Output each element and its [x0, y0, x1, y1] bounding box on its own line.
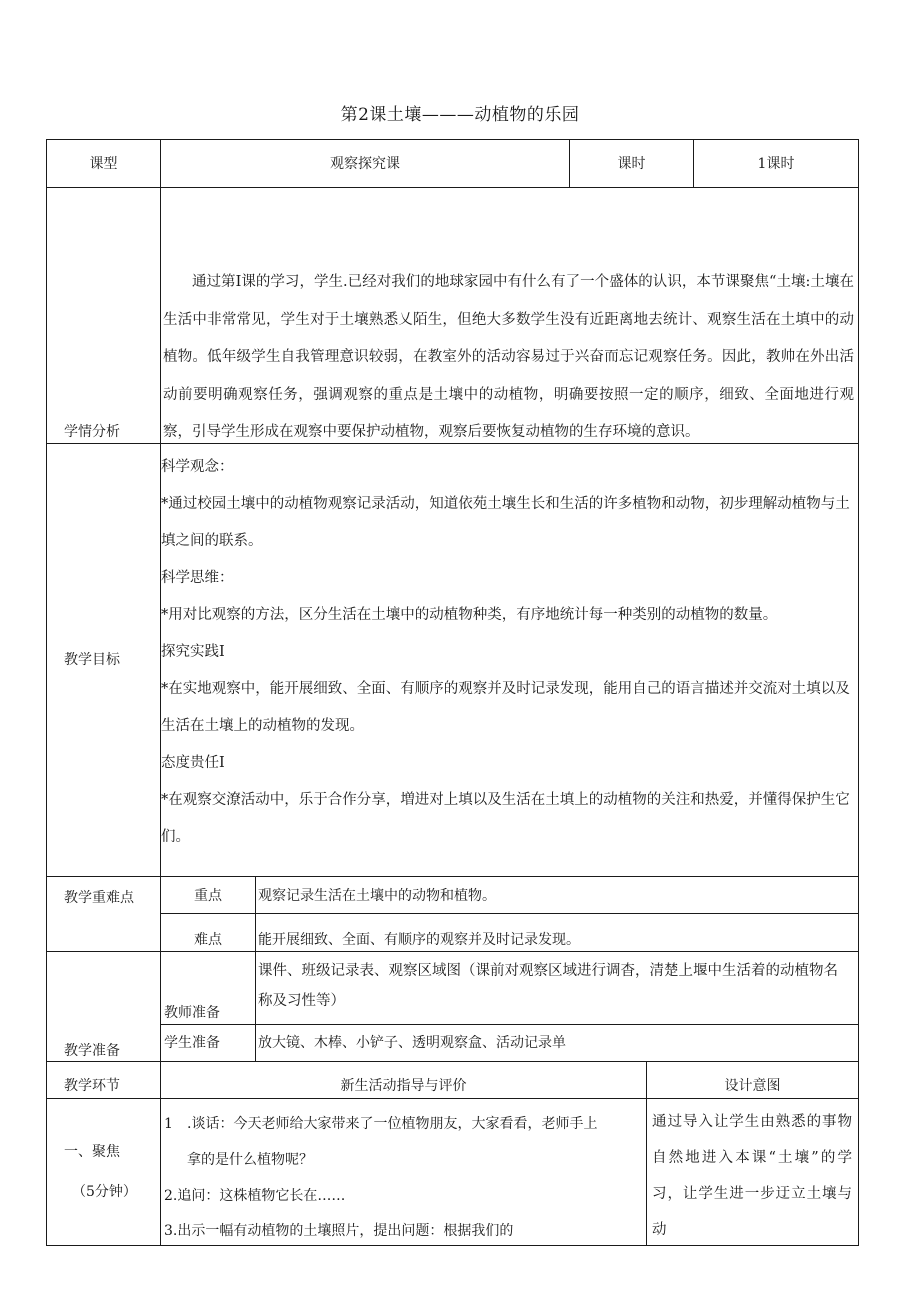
objective-heading: 态度贵任I [161, 755, 225, 771]
key-label: 重点 [194, 888, 222, 904]
intent-text: 通过导入让学生由熟悉的事物自然地进入本课“土壤”的学习，让学生进一步迂立土壤与动 [652, 1114, 852, 1238]
preparation-label: 教学准备 [64, 1043, 120, 1059]
type-value: 观察探究课 [330, 156, 400, 172]
teacher-prep-text: 课件、班级记录表、观察区域图（课前对观察区域进行调杳，清楚上堰中生活着的动植物名称及习性等） [258, 963, 838, 1009]
difficulty-text: 能开展细致、全面、有顺序的观察并及时记录发现。 [258, 932, 580, 948]
objective-item: *通过校园土壤中的动植物观察记录活动，知道依苑土壤生长和生活的许多植物和动物，初步理解动植物与土填之间的联系。 [161, 496, 850, 549]
stage-time: （5分钟） [72, 1184, 137, 1200]
type-label: 课型 [89, 156, 118, 172]
objective-item: *在观察交潦活动中，乐于合作分享，増进对上填以及生活在土填上的动植物的关注和热爱，并懂得保护生它们。 [161, 792, 850, 845]
objective-item: *在实地观察中，能开展细致、全面、有顺序的观察并及时记录发现，能用自己的语言描述并交流对土填以及生活在土壤上的动植物的发现。 [161, 681, 850, 734]
hours-value: 1课时 [757, 156, 795, 172]
stage-name: 一、聚焦 [64, 1144, 120, 1160]
objectives-list [161, 449, 851, 856]
student-prep-label: 学生准备 [164, 1035, 220, 1051]
analysis-text: 通过第I课的学习，学生.已经对我们的地球家园中有什么有了一个盛体的认识，本节课聚焦“土壤:土壤在生活中非常常见，学生对于土壤熟悉乂陌生，但绝大多数学生没有近距离地去统计、观察生活在土填中的动植物。低年级学生自我管理意识较弱，在教室外的活动容易过于兴奋而忘记观察任务。因此，教帅在外出活动前要明确观察任务，强调观察的重点是土壤中的动植物，明确要按照一定的顺序，细致、全面地进行观察，引导学生形成在观察中要保护动植物，观察后要恢复动植物的生存环境的意识。 [163, 274, 854, 440]
objectives-label: 教学目标 [64, 652, 120, 668]
step-2-text: 2.追问：这株植物它长在…… [164, 1188, 346, 1204]
intent-column-header: 设计意图 [724, 1078, 781, 1094]
teacher-prep-label: 教师准备 [164, 1005, 220, 1021]
objective-heading: 科学观念： [161, 459, 234, 475]
analysis-label: 学情分析 [64, 424, 120, 440]
keypoints-label: 教学重难点 [64, 890, 134, 906]
objective-heading: 探究实践I [161, 644, 225, 660]
hours-label: 课时 [617, 156, 646, 172]
guide-column-header: 新生活动指导与评价 [340, 1078, 467, 1094]
objective-heading: 科学思维： [161, 570, 234, 586]
stage-column-header: 教学环节 [64, 1078, 120, 1094]
step-1-text-cont: 拿的是什么植物呢？ [187, 1152, 313, 1168]
step-3-text: 3.出示一幅有动植物的土壤照片，提出问题：根据我们的 [164, 1223, 514, 1239]
student-prep-text: 放大镜、木棒、小铲子、透明观察盒、活动记录单 [258, 1035, 566, 1051]
key-text: 观察记录生活在土壤中的动物和植物。 [258, 888, 496, 904]
step-1-number: 1 [164, 1116, 173, 1132]
objective-item: *用对比观察的方法，区分生活在土壤中的动植物种类，有序地统计每一种类别的动植物的数量。 [161, 607, 778, 623]
step-1-text: .谈话：今天老师给大家带来了一位植物朋友，大家看看，老师手上 [187, 1116, 598, 1132]
page-title: 第2课土壤———动植物的乐园 [340, 105, 580, 125]
difficulty-label: 难点 [194, 932, 222, 948]
